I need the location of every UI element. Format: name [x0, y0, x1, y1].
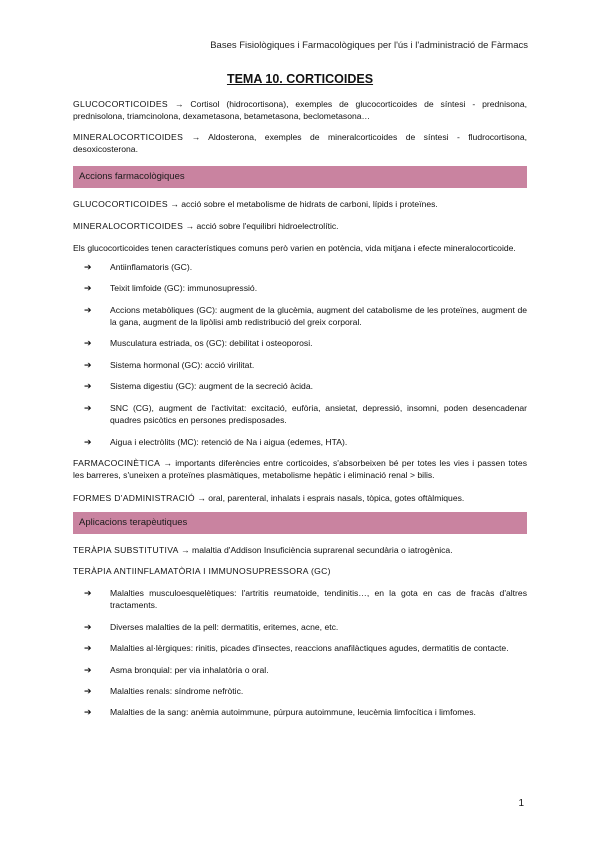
term-label: TERÀPIA SUBSTITUTIVA	[73, 545, 179, 556]
line-glucocorticoides	[73, 198, 527, 210]
intro-text: Cortisol (hidrocortisona), exemples de glucocorticoides de síntesi - prednisona, prednisolona, triamcinolona, dexametasona, betametasona, beclometasona…	[73, 99, 528, 122]
arrow-symbol: →	[185, 221, 195, 232]
arrow-bullet-icon: ➔	[84, 283, 92, 294]
line-text: oral, parenteral, inhalats i esprais nasals, tòpica, gotes oftàlmiques.	[208, 492, 465, 503]
intro-mineralocorticoides	[73, 131, 527, 156]
paragraph-glucocorticoides: Els glucocorticoides tenen característiques comuns però varien en potència, vida mitjana i efecte mineralocorticoide.	[73, 243, 516, 254]
line-farmacocinetica	[73, 457, 527, 482]
line-mineralocorticoides	[73, 220, 527, 232]
arrow-bullet-icon: ➔	[84, 685, 92, 696]
term-label: GLUCOCORTICOIDES	[73, 99, 168, 109]
list-item: ➔ Teixit limfoide (GC): immunosupressió.	[84, 283, 258, 294]
bullet-list-accions	[73, 261, 527, 448]
list-item: ➔ Antiinflamatoris (GC).	[84, 261, 193, 272]
arrow-symbol: →	[163, 457, 172, 468]
intro-glucocorticoides	[73, 98, 527, 123]
arrow-bullet-icon: ➔	[84, 402, 92, 413]
list-item: ➔ Asma bronquial: per via inhalatòria o oral.	[84, 664, 269, 675]
list-item: ➔ Diverses malalties de la pell: dermatitis, eritemes, acne, etc.	[84, 621, 339, 632]
arrow-bullet-icon: ➔	[84, 643, 92, 654]
page-title: TEMA 10. CORTICOIDES	[226, 72, 374, 86]
arrow-symbol: →	[197, 492, 206, 503]
arrow-bullet-icon: ➔	[84, 381, 92, 392]
arrow-bullet-icon: ➔	[84, 621, 92, 632]
arrow-bullet-icon: ➔	[84, 664, 92, 675]
arrow-symbol: →	[170, 198, 179, 209]
term-label: MINERALOCORTICOIDES	[73, 221, 184, 232]
list-item: ➔ Sistema hormonal (GC): acció virilitat.	[84, 359, 255, 370]
running-header: Bases Fisiològiques i Farmacològiques per l'ús i l'administració de Fàrmacs	[210, 40, 528, 51]
list-item: ➔ SNC (CG), augment de l'activitat: excitació, eufòria, ansietat, depressió, insomni, poden desencadenar quadres psicòtics en persones predisposades.	[84, 402, 527, 426]
list-item: ➔ Malalties al·lèrgiques: rinitis, picades d'insectes, reaccions anafilàctiques agudes, dermatitis de contacte.	[84, 643, 509, 654]
line-text: malaltia d'Addison Insuficiència suprarenal secundària o iatrogènica.	[192, 545, 453, 556]
term-label: FARMACOCINÈTICA	[73, 457, 161, 468]
line-text: importants diferències entre corticoides, s'absorbeixen bé per totes les vies i passen totes les barreres, s'uneixen a proteïnes plasmàtiques, metabolisme hepàtic i eliminació renal > bilis.	[73, 457, 527, 481]
arrow-symbol: →	[181, 545, 190, 556]
line-text: acció sobre el metabolisme de hidrats de carboni, lípids i proteïnes.	[181, 198, 438, 209]
list-item: ➔ Aigua i electròlits (MC): retenció de Na i aigua (edemes, HTA).	[84, 436, 348, 447]
list-item: ➔ Malalties musculoesquelètiques: l'artritis reumatoide, tendinitis…, en la gota en cas de fracàs d'altres tractaments.	[84, 587, 527, 611]
list-item: ➔ Malalties renals: síndrome nefròtic.	[84, 685, 244, 696]
arrow-bullet-icon: ➔	[84, 359, 92, 370]
term-label: GLUCOCORTICOIDES	[73, 198, 168, 209]
line-terapia-substitutiva	[73, 544, 527, 556]
line-formes-administracio	[73, 492, 527, 504]
section-heading-accions: Accions farmacològiques	[73, 166, 527, 188]
list-item: ➔ Musculatura estriada, os (GC): debilitat i osteoporosi.	[84, 338, 313, 349]
arrow-bullet-icon: ➔	[84, 707, 92, 718]
line-text: acció sobre l'equilibri hidroelectrolític.	[196, 221, 339, 232]
bullet-list-aplicacions	[73, 587, 527, 719]
page-number: 1	[518, 798, 524, 809]
arrow-symbol: →	[191, 131, 201, 142]
arrow-bullet-icon: ➔	[84, 304, 92, 315]
list-item: ➔ Sistema digestiu (GC): augment de la secreció àcida.	[84, 381, 314, 392]
list-item: ➔ Malalties de la sang: anèmia autoimmune, púrpura autoimmune, leucèmia limfocítica i limfomes.	[84, 707, 476, 718]
section-heading-aplicacions: Aplicacions terapèutiques	[73, 512, 527, 534]
term-label: MINERALOCORTICOIDES	[73, 131, 184, 142]
document-body	[73, 98, 527, 728]
arrow-bullet-icon: ➔	[84, 261, 92, 272]
line-terapia-antiinflamatoria: TERÀPIA ANTIINFLAMATÒRIA I IMMUNOSUPRESSORA (GC)	[73, 565, 331, 576]
list-item: ➔ Accions metabòliques (GC): augment de la glucèmia, augment del catabolisme de les proteïnes, augment de la gana, augment de la lipòlisi amb redistribució del greix corporal.	[84, 304, 527, 328]
arrow-bullet-icon: ➔	[84, 436, 92, 447]
arrow-symbol: →	[174, 99, 184, 109]
intro-text: Aldosterona, exemples de mineralcorticoides de síntesi - fludrocortisona, desoxicosterona.	[73, 131, 527, 155]
arrow-bullet-icon: ➔	[84, 338, 92, 349]
arrow-bullet-icon: ➔	[84, 587, 92, 598]
term-label: FORMES D'ADMINISTRACIÓ	[73, 492, 195, 503]
